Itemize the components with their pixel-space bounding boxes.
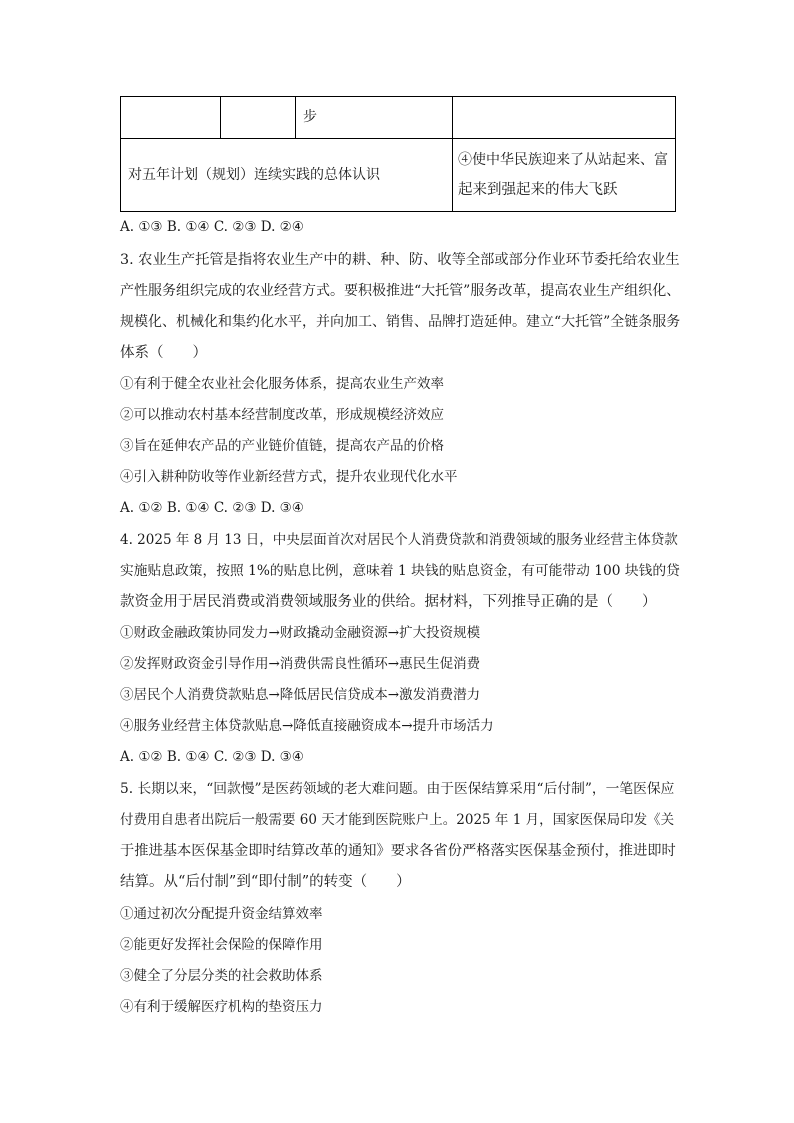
table-border-left xyxy=(120,96,121,212)
table-cell: 对五年计划（规划）连续实践的总体认识 xyxy=(128,167,380,183)
question-3-stem: 产性服务组织完成的农业经营方式。要积极推进“大托管”服务改革，提高农业生产组织化、 xyxy=(120,283,681,299)
table-row-divider xyxy=(120,138,676,139)
question-5-option: ②能更好发挥社会保险的保障作用 xyxy=(120,937,323,953)
table-border-right xyxy=(675,96,676,212)
question-4-option: ④服务业经营主体贷款贴息→降低直接融资成本→提升市场活力 xyxy=(120,718,494,734)
question-3-stem: 3. 农业生产托管是指将农业生产中的耕、种、防、收等全部或部分作业环节委托给农业生 xyxy=(120,252,680,268)
table-col-divider xyxy=(220,96,221,139)
table-border-top xyxy=(120,96,676,97)
question-3-option: ①有利于健全农业社会化服务体系，提高农业生产效率 xyxy=(120,376,444,392)
question-4-option: ①财政金融政策协同发力→财政撬动金融资源→扩大投资规模 xyxy=(120,625,481,641)
question-4-answer-choices: A. ①② B. ①④ C. ②③ D. ③④ xyxy=(120,749,304,765)
question-5-stem: 结算。从“后付制”到“即付制”的转变（ ） xyxy=(120,874,411,890)
question-3-option: ③旨在延伸农产品的产业链价值链，提高农产品的价格 xyxy=(120,438,444,454)
question-4-stem: 实施贴息政策，按照 1%的贴息比例，意味着 1 块钱的贴息资金，有可能带动 100 块钱的贷 xyxy=(120,563,680,579)
question-5-stem: 5. 长期以来，“回款慢”是医药领域的老大难问题。由于医保结算采用“后付制”，一笔医保应 xyxy=(120,781,675,797)
question-5-option: ③健全了分层分类的社会救助体系 xyxy=(120,968,323,984)
table-col-divider xyxy=(295,96,296,139)
question-5-option: ①通过初次分配提升资金结算效率 xyxy=(120,906,323,922)
question-2-answer-choices: A. ①③ B. ①④ C. ②③ D. ②④ xyxy=(120,219,304,235)
question-5-option: ④有利于缓解医疗机构的垫资压力 xyxy=(120,999,323,1015)
table-col-divider xyxy=(452,96,453,212)
question-5-stem: 付费用自患者出院后一般需要 60 天才能到医院账户上。2025 年 1 月，国家医保局印发《关 xyxy=(120,812,675,828)
question-3-stem: 规模化、机械化和集约化水平，并向加工、销售、品牌打造延伸。建立“大托管”全链条服务 xyxy=(120,314,681,330)
question-4-option: ②发挥财政资金引导作用→消费供需良性循环→惠民生促消费 xyxy=(120,656,481,672)
table-cell: 起来到强起来的伟大飞跃 xyxy=(458,182,618,198)
question-3-answer-choices: A. ①② B. ①④ C. ②③ D. ③④ xyxy=(120,500,304,516)
table-cell: 步 xyxy=(303,109,317,125)
question-3-stem: 体系（ ） xyxy=(120,345,207,361)
question-3-option: ④引入耕种防收等作业新经营方式，提升农业现代化水平 xyxy=(120,469,458,485)
question-4-stem: 款资金用于居民消费或消费领域服务业的供给。据材料，下列推导正确的是（ ） xyxy=(120,594,657,610)
table-border-bottom xyxy=(120,211,676,212)
table-cell: ④使中华民族迎来了从站起来、富 xyxy=(458,152,668,168)
question-4-option: ③居民个人消费贷款贴息→降低居民信贷成本→激发消费潜力 xyxy=(120,687,481,703)
question-5-stem: 于推进基本医保基金即时结算改革的通知》要求各省份严格落实医保基金预付，推进即时 xyxy=(120,843,676,859)
question-3-option: ②可以推动农村基本经营制度改革，形成规模经济效应 xyxy=(120,407,444,423)
comparison-table xyxy=(120,96,676,212)
question-4-stem: 4. 2025 年 8 月 13 日，中央层面首次对居民个人消费贷款和消费领域的服务业经营主体贷款 xyxy=(120,532,678,548)
